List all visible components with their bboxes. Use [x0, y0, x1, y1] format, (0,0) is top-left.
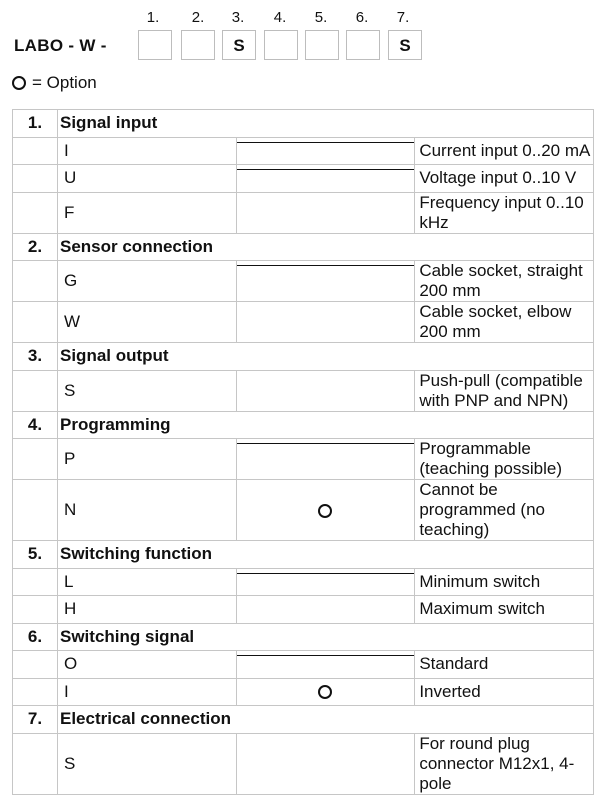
section-title: Switching signal — [58, 623, 594, 651]
row-spacer — [13, 370, 58, 411]
order-code — [0, 0, 600, 100]
section-title: Signal input — [58, 110, 594, 138]
section-title: Signal output — [58, 343, 594, 371]
default-line-marker — [237, 573, 415, 574]
option-marker-cell — [236, 568, 415, 596]
option-description: Frequency input 0..10 kHz — [415, 192, 594, 233]
option-circle-icon — [12, 76, 26, 90]
option-code: G — [58, 261, 237, 302]
option-marker-cell — [236, 439, 415, 480]
option-row — [13, 261, 594, 302]
section-number: 5. — [13, 541, 58, 569]
option-row — [13, 137, 594, 165]
section-header-row — [13, 623, 594, 651]
section-number: 4. — [13, 411, 58, 439]
code-box-4 — [264, 30, 298, 60]
option-marker-cell — [236, 165, 415, 193]
row-spacer — [13, 302, 58, 343]
row-spacer — [13, 192, 58, 233]
section-number: 6. — [13, 623, 58, 651]
position-number-1: 1. — [146, 9, 160, 26]
option-description: Cable socket, elbow 200 mm — [415, 302, 594, 343]
option-marker-cell — [236, 302, 415, 343]
option-description: Minimum switch — [415, 568, 594, 596]
position-number-7: 7. — [396, 9, 410, 26]
option-code: P — [58, 439, 237, 480]
section-title: Sensor connection — [58, 233, 594, 261]
section-header-row — [13, 343, 594, 371]
option-code: U — [58, 165, 237, 193]
section-header-row — [13, 411, 594, 439]
position-number-2: 2. — [191, 9, 205, 26]
option-marker-cell — [236, 261, 415, 302]
option-code: F — [58, 192, 237, 233]
option-row — [13, 568, 594, 596]
row-spacer — [13, 137, 58, 165]
option-row — [13, 165, 594, 193]
option-circle-icon — [318, 504, 332, 518]
option-row — [13, 370, 594, 411]
position-number-6: 6. — [355, 9, 369, 26]
option-code: S — [58, 370, 237, 411]
option-marker-cell — [236, 137, 415, 165]
code-box-5 — [305, 30, 339, 60]
option-code: W — [58, 302, 237, 343]
code-box-3: S — [222, 30, 256, 60]
row-spacer — [13, 678, 58, 706]
option-row — [13, 651, 594, 679]
option-marker-cell — [236, 733, 415, 794]
option-row — [13, 678, 594, 706]
default-line-marker — [237, 265, 415, 266]
default-line-marker — [237, 655, 415, 656]
row-spacer — [13, 568, 58, 596]
ordering-table — [12, 109, 594, 795]
option-marker-cell — [236, 651, 415, 679]
option-code: L — [58, 568, 237, 596]
option-marker-cell — [236, 192, 415, 233]
option-description: Push-pull (compatible with PNP and NPN) — [415, 370, 594, 411]
option-code: N — [58, 480, 237, 541]
section-number: 3. — [13, 343, 58, 371]
section-title: Switching function — [58, 541, 594, 569]
code-box-7: S — [388, 30, 422, 60]
row-spacer — [13, 480, 58, 541]
default-line-marker — [237, 443, 415, 444]
option-code: H — [58, 596, 237, 624]
option-marker-cell — [236, 370, 415, 411]
option-legend — [12, 73, 97, 93]
option-row — [13, 439, 594, 480]
section-header-row — [13, 706, 594, 734]
option-description: Cable socket, straight 200 mm — [415, 261, 594, 302]
code-box-2 — [181, 30, 215, 60]
position-number-4: 4. — [273, 9, 287, 26]
option-description: Voltage input 0..10 V — [415, 165, 594, 193]
option-row — [13, 596, 594, 624]
option-row — [13, 733, 594, 794]
section-number: 7. — [13, 706, 58, 734]
option-marker-cell — [236, 480, 415, 541]
row-spacer — [13, 261, 58, 302]
option-row — [13, 480, 594, 541]
section-header-row — [13, 541, 594, 569]
option-legend-text: = Option — [32, 73, 97, 92]
option-description: Cannot be programmed (no teaching) — [415, 480, 594, 541]
option-marker-cell — [236, 596, 415, 624]
option-code: S — [58, 733, 237, 794]
option-description: Programmable (teaching possible) — [415, 439, 594, 480]
row-spacer — [13, 651, 58, 679]
row-spacer — [13, 165, 58, 193]
order-code-prefix: LABO - W - — [14, 36, 107, 55]
option-code: I — [58, 137, 237, 165]
section-number: 1. — [13, 110, 58, 138]
option-description: For round plug connector M12x1, 4-pole — [415, 733, 594, 794]
code-box-6 — [346, 30, 380, 60]
option-row — [13, 192, 594, 233]
default-line-marker — [237, 142, 415, 143]
section-header-row — [13, 233, 594, 261]
row-spacer — [13, 596, 58, 624]
row-spacer — [13, 733, 58, 794]
default-line-marker — [237, 169, 415, 170]
code-box-1 — [138, 30, 172, 60]
option-circle-icon — [318, 685, 332, 699]
position-number-3: 3. — [231, 9, 245, 26]
section-header-row — [13, 110, 594, 138]
option-description: Inverted — [415, 678, 594, 706]
option-code: I — [58, 678, 237, 706]
option-row — [13, 302, 594, 343]
section-title: Programming — [58, 411, 594, 439]
option-marker-cell — [236, 678, 415, 706]
section-number: 2. — [13, 233, 58, 261]
section-title: Electrical connection — [58, 706, 594, 734]
option-code: O — [58, 651, 237, 679]
option-description: Maximum switch — [415, 596, 594, 624]
position-number-5: 5. — [314, 9, 328, 26]
row-spacer — [13, 439, 58, 480]
option-description: Current input 0..20 mA — [415, 137, 594, 165]
option-description: Standard — [415, 651, 594, 679]
